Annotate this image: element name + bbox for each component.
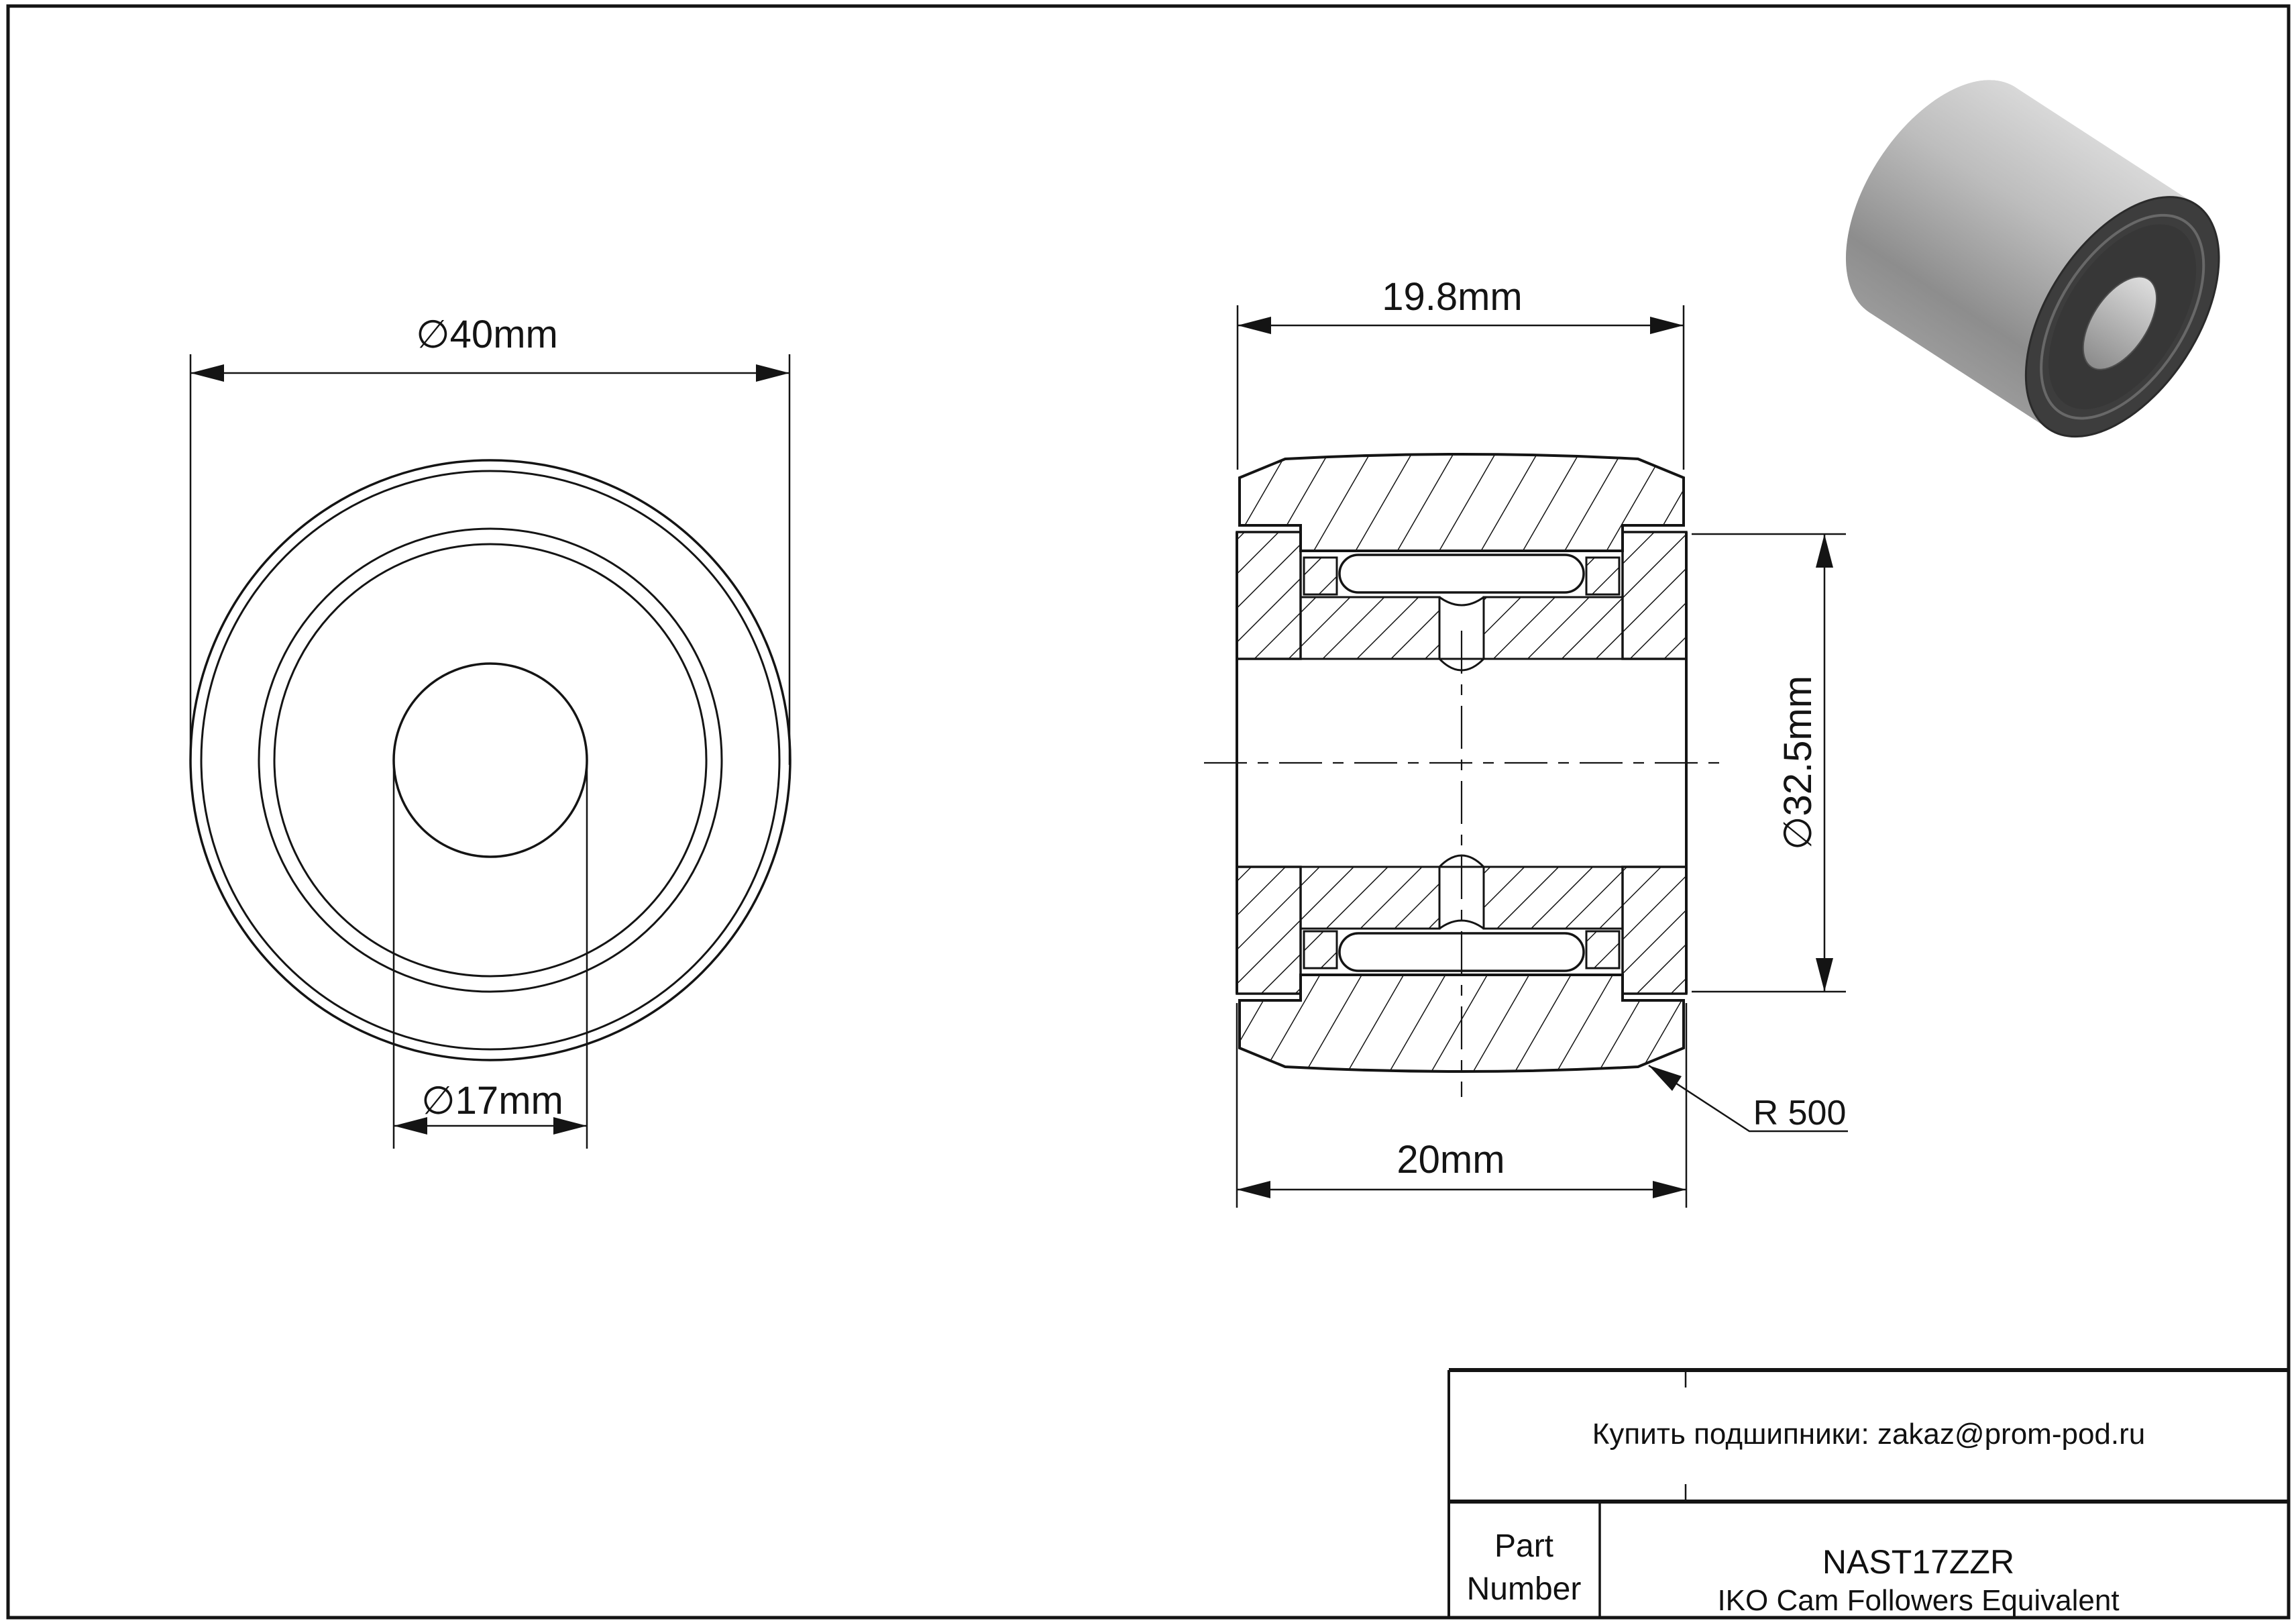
arrowhead-top xyxy=(1816,534,1833,568)
contact-note: Купить подшипники: zakaz@prom-pod.ru xyxy=(1592,1418,2146,1451)
washer-od-circle xyxy=(259,529,722,992)
side-plate-upper-left xyxy=(1237,532,1301,659)
outer-chamfer-circle xyxy=(201,471,779,1049)
arrowhead-left xyxy=(190,364,224,382)
dimension-bore-diameter xyxy=(394,762,587,1149)
arrowhead-left xyxy=(1237,1181,1270,1198)
rib-upper-left xyxy=(1304,558,1337,594)
arrowhead-bottom xyxy=(1816,958,1833,992)
arrowhead-right xyxy=(756,364,789,382)
arrowhead-right xyxy=(1653,1181,1686,1198)
rib-lower-left xyxy=(1304,931,1337,968)
equivalent-note: IKO Cam Followers Equivalent xyxy=(1717,1584,2120,1617)
outer-diameter-circle xyxy=(190,460,790,1060)
crown-radius-callout xyxy=(1649,1065,1848,1133)
part-number-value: NAST17ZZR xyxy=(1822,1543,2015,1581)
inner-ring-upper-right-band xyxy=(1484,597,1623,659)
crown-radius-label: R 500 xyxy=(1753,1094,1847,1133)
front-view xyxy=(190,460,790,1060)
bore-circle xyxy=(394,664,587,857)
hole-top-arc xyxy=(1439,597,1484,605)
bearing-3d-render xyxy=(1806,46,2258,470)
part-label-line1: Part xyxy=(1494,1528,1554,1564)
leader-arrowhead xyxy=(1649,1065,1682,1091)
part-label-line2: Number xyxy=(1466,1571,1582,1607)
side-plate-lower-left xyxy=(1237,867,1301,994)
raceway-circle xyxy=(274,544,706,976)
inner-ring-lower-left-band xyxy=(1301,867,1439,929)
arrowhead-left xyxy=(1238,317,1271,334)
section-view xyxy=(1204,454,1720,1097)
side-plate-lower-right xyxy=(1623,867,1686,994)
roller-upper xyxy=(1340,555,1584,592)
inner-ring-upper-left-band xyxy=(1301,597,1439,659)
hole-top-arc xyxy=(1439,921,1484,929)
dim-label-outer-diameter: ∅40mm xyxy=(416,313,558,356)
rib-upper-right xyxy=(1586,558,1619,594)
dimension-outer-diameter xyxy=(190,313,789,765)
side-plate-upper-right xyxy=(1623,532,1686,659)
dim-label-washer-od: ∅32.5mm xyxy=(1776,675,1820,851)
arrowhead-right xyxy=(1650,317,1684,334)
dim-label-outer-ring-width: 19.8mm xyxy=(1382,275,1523,319)
inner-ring-lower-right-band xyxy=(1484,867,1623,929)
outer-ring-upper-section xyxy=(1240,454,1684,551)
rib-lower-right xyxy=(1586,931,1619,968)
title-block xyxy=(1449,1370,2289,1618)
dimension-outer-ring-width xyxy=(1238,275,1684,470)
dim-label-bore-diameter: ∅17mm xyxy=(421,1079,563,1122)
dim-label-total-width: 20mm xyxy=(1397,1138,1505,1182)
